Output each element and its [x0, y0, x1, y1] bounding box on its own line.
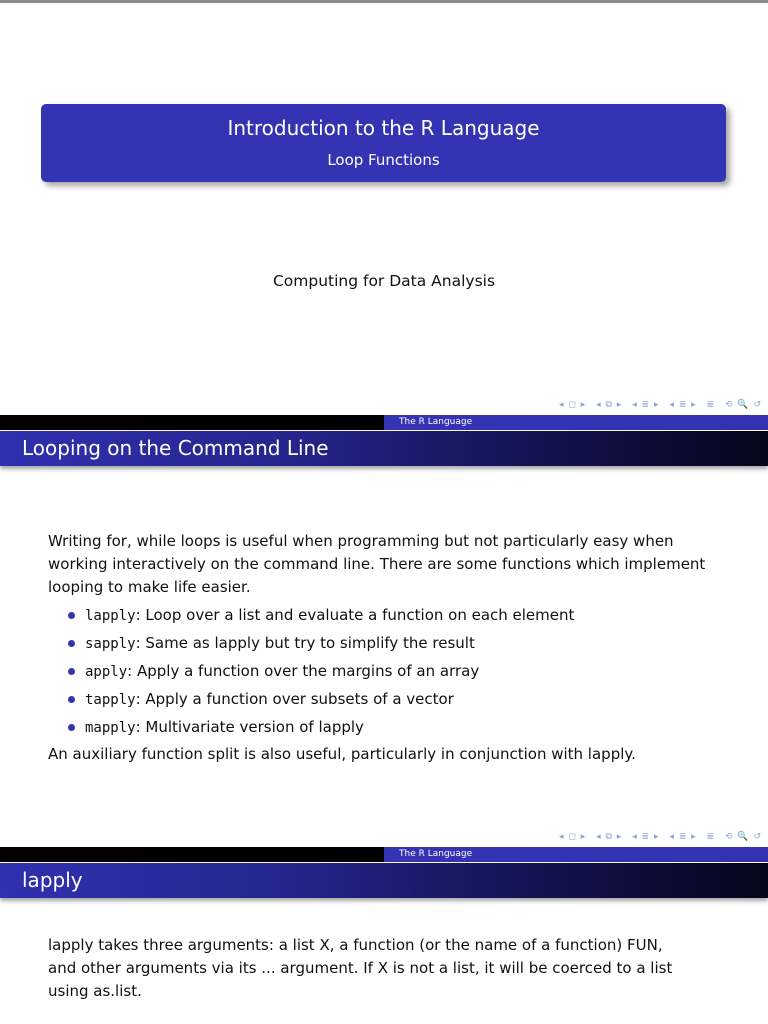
- headline-title: The R Language: [399, 849, 473, 859]
- frame-title: Looping on the Command Line: [22, 436, 329, 460]
- bullet-icon: [68, 696, 75, 703]
- slide-navigation[interactable]: [553, 400, 762, 410]
- lapply-description: [48, 934, 728, 1003]
- nav-subsection-icon[interactable]: ◂ ⧉ ▸: [596, 400, 623, 410]
- outro-paragraph: An auxiliary function split is also useful, particularly in conjunction with lapply.: [48, 745, 636, 763]
- slide-navigation[interactable]: [553, 832, 762, 842]
- headline-title: The R Language: [399, 417, 473, 427]
- title-block: [41, 104, 726, 182]
- function-description: : Loop over a list and evaluate a function on each element: [135, 606, 575, 624]
- intro-paragraph: Writing for, while loops is useful when programming but not particularly easy when working interactively on the command line. There are some functions which implement looping to make life easier.: [48, 532, 706, 596]
- frame-title: lapply: [22, 868, 83, 892]
- frame-title-bar: [0, 431, 768, 466]
- function-description: : Apply a function over the margins of an array: [127, 662, 480, 680]
- presentation-title: Introduction to the R Language: [227, 116, 540, 140]
- function-name: lapply: [85, 608, 136, 624]
- nav-section-icon[interactable]: ◂ ≣ ▸: [632, 400, 660, 410]
- slide-headline: [0, 847, 768, 862]
- nav-search-icon[interactable]: ⟲ 🔍 ↺: [724, 832, 762, 842]
- nav-toc-icon[interactable]: ≣: [706, 832, 716, 842]
- function-name: apply: [85, 664, 128, 680]
- nav-frame-icon[interactable]: ◂ ◻ ▸: [559, 832, 587, 842]
- function-name: tapply: [85, 692, 136, 708]
- nav-toc-icon[interactable]: ≣: [706, 400, 716, 410]
- function-description: : Same as lapply but try to simplify the result: [135, 634, 475, 652]
- function-description: : Apply a function over subsets of a vector: [135, 690, 454, 708]
- list-item: [64, 685, 744, 713]
- function-name: sapply: [85, 636, 136, 652]
- frame-title-bar: [0, 863, 768, 898]
- nav-subsection-list-icon[interactable]: ◂ ≣ ▸: [669, 832, 697, 842]
- description-line: lapply takes three arguments: a list X, a function (or the name of a function) FUN,: [48, 936, 663, 954]
- list-item: [64, 601, 744, 629]
- bullet-icon: [68, 612, 75, 619]
- description-line: using as.list.: [48, 982, 142, 1000]
- list-item: [64, 713, 744, 741]
- bullet-icon: [68, 640, 75, 647]
- bullet-icon: [68, 724, 75, 731]
- function-name: mapply: [85, 720, 136, 736]
- bullet-icon: [68, 668, 75, 675]
- bullet-list: [64, 601, 744, 741]
- nav-frame-icon[interactable]: ◂ ◻ ▸: [559, 400, 587, 410]
- nav-subsection-icon[interactable]: ◂ ⧉ ▸: [596, 832, 623, 842]
- top-border: [0, 0, 768, 3]
- description-line: and other arguments via its ... argument. If X is not a list, it will be coerced to a list: [48, 959, 673, 977]
- presentation-subtitle: Loop Functions: [327, 151, 440, 169]
- course-name: Computing for Data Analysis: [272, 272, 496, 290]
- nav-section-icon[interactable]: ◂ ≣ ▸: [632, 832, 660, 842]
- nav-subsection-list-icon[interactable]: ◂ ≣ ▸: [669, 400, 697, 410]
- list-item: [64, 657, 744, 685]
- slide-headline: [0, 415, 768, 430]
- function-description: : Multivariate version of lapply: [135, 718, 364, 736]
- nav-search-icon[interactable]: ⟲ 🔍 ↺: [724, 400, 762, 410]
- list-item: [64, 629, 744, 657]
